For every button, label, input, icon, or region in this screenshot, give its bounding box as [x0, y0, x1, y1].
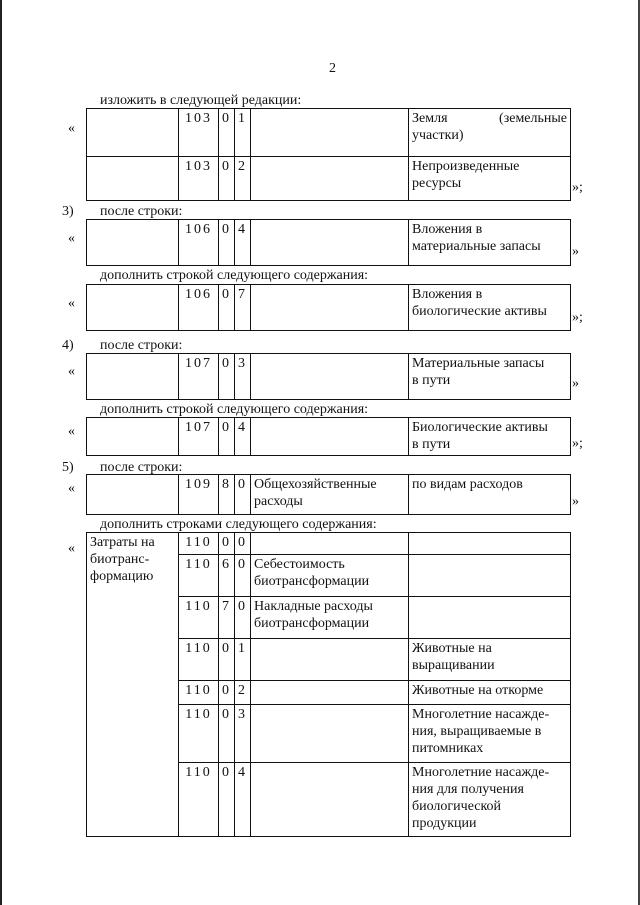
section-label: после строки: [100, 204, 183, 219]
cell-empty [87, 220, 179, 266]
open-quote: « [68, 296, 75, 311]
open-quote: « [68, 231, 75, 246]
cell-empty [251, 220, 409, 266]
cell-empty [87, 418, 179, 456]
code-cell: 0 [235, 533, 251, 555]
code-cell: 0 [219, 705, 235, 763]
name-line: Многолетние насажде- [412, 707, 550, 722]
name-line: Животные на [412, 641, 492, 656]
code-cell: 2 [235, 681, 251, 705]
name-line: Материальные запасы [412, 356, 545, 371]
table-row [87, 109, 571, 157]
name-cell [409, 157, 571, 201]
code-cell: 4 [235, 418, 251, 456]
open-quote: « [68, 424, 75, 439]
section-number: 3) [62, 204, 74, 219]
table-codes-106-07 [86, 284, 571, 331]
name-line: участки) [412, 128, 464, 143]
section-number: 4) [62, 338, 74, 353]
table-codes-107-04 [86, 417, 571, 456]
table-row [87, 418, 571, 456]
table-row [87, 533, 571, 555]
open-quote: « [68, 481, 75, 496]
name-line: Вложения в [412, 287, 483, 302]
code-cell: 110 [179, 555, 219, 597]
table-codes-106-04 [86, 219, 571, 266]
open-quote: « [68, 541, 75, 556]
code-cell: 110 [179, 533, 219, 555]
name-cell: Животные на откорме [409, 681, 571, 705]
desc-cell [251, 475, 409, 515]
name-cell [409, 597, 571, 639]
code-cell: 4 [235, 763, 251, 837]
group-line: Затраты на [90, 535, 155, 550]
close-quote: »; [572, 180, 583, 195]
code-cell: 0 [219, 639, 235, 681]
cell-empty [87, 354, 179, 400]
close-quote: »; [572, 436, 583, 451]
code-cell: 103 [179, 157, 219, 201]
group-line: биотранс- [90, 552, 150, 567]
code-cell: 8 [219, 475, 235, 515]
code-cell: 0 [219, 681, 235, 705]
table-row [87, 285, 571, 331]
code-cell: 7 [235, 285, 251, 331]
code-cell: 2 [235, 157, 251, 201]
code-cell: 0 [219, 157, 235, 201]
name-cell [409, 555, 571, 597]
close-quote: »; [572, 310, 583, 325]
desc-line: биотрансформации [254, 616, 370, 631]
section-label: после строки: [100, 338, 183, 353]
name-line: ния для получения [412, 782, 524, 797]
table-row [87, 220, 571, 266]
name-cell [409, 285, 571, 331]
desc-cell [251, 763, 409, 837]
cell-empty [251, 157, 409, 201]
table-row [87, 475, 571, 515]
code-cell: 7 [219, 597, 235, 639]
code-cell: 0 [235, 555, 251, 597]
desc-cell [251, 533, 409, 555]
name-line: ния, выращиваемые в [412, 724, 542, 739]
name-line: биологической [412, 799, 502, 814]
name-line: Многолетние насажде- [412, 765, 550, 780]
code-cell: 103 [179, 109, 219, 157]
name-cell [409, 705, 571, 763]
code-cell: 107 [179, 354, 219, 400]
page-number: 2 [329, 61, 336, 76]
table-codes-107-03 [86, 353, 571, 400]
code-cell: 109 [179, 475, 219, 515]
code-cell: 107 [179, 418, 219, 456]
name-line: в пути [412, 437, 451, 452]
code-cell: 0 [235, 597, 251, 639]
name-line: биологические активы [412, 304, 547, 319]
desc-line: Общехозяйственные [254, 477, 377, 492]
name-cell: по видам расходов [409, 475, 571, 515]
table-row [87, 354, 571, 400]
desc-line: Накладные расходы [254, 599, 373, 614]
section-label: после строки: [100, 460, 183, 475]
desc-cell [251, 597, 409, 639]
code-cell: 1 [235, 109, 251, 157]
name-cell [409, 763, 571, 837]
name-cell [409, 109, 571, 157]
code-cell: 4 [235, 220, 251, 266]
code-cell: 6 [219, 555, 235, 597]
name-line: Непроизведенные [412, 159, 520, 174]
name-cell [409, 418, 571, 456]
name-cell [409, 354, 571, 400]
cell-empty [87, 109, 179, 157]
code-cell: 0 [219, 418, 235, 456]
section-fill-text: дополнить строками следующего содержания: [100, 517, 377, 532]
cell-empty [87, 475, 179, 515]
table-codes-110 [86, 532, 571, 837]
desc-line: расходы [254, 494, 303, 509]
name-line: Вложения в [412, 222, 483, 237]
intro-text: изложить в следующей редакции: [100, 93, 302, 108]
name-line: Земля [412, 111, 448, 126]
cell-empty [87, 285, 179, 331]
code-cell: 0 [219, 533, 235, 555]
desc-cell [251, 639, 409, 681]
code-cell: 0 [219, 109, 235, 157]
name-line: выращивании [412, 658, 495, 673]
name-line: материальные запасы [412, 239, 541, 254]
desc-line: Себестоимость [254, 557, 345, 572]
name-cell [409, 533, 571, 555]
code-cell: 0 [219, 220, 235, 266]
name-line: питомниках [412, 741, 484, 756]
close-quote: » [572, 376, 579, 391]
code-cell: 0 [219, 354, 235, 400]
name-line: (земельные [499, 111, 567, 126]
cell-empty [87, 157, 179, 201]
close-quote: » [572, 244, 579, 259]
name-line: в пути [412, 373, 451, 388]
cell-empty [251, 354, 409, 400]
table-codes-109 [86, 474, 571, 515]
desc-cell [251, 681, 409, 705]
code-cell: 110 [179, 639, 219, 681]
close-quote: » [572, 494, 579, 509]
name-cell [409, 220, 571, 266]
name-line: ресурсы [412, 176, 462, 191]
code-cell: 110 [179, 705, 219, 763]
cell-empty [251, 418, 409, 456]
code-cell: 106 [179, 220, 219, 266]
code-cell: 3 [235, 705, 251, 763]
table-codes-103 [86, 108, 571, 201]
page-left-edge [0, 0, 2, 905]
name-line: продукции [412, 816, 477, 831]
code-cell: 110 [179, 597, 219, 639]
cell-empty [251, 109, 409, 157]
desc-cell [251, 705, 409, 763]
code-cell: 0 [219, 763, 235, 837]
section-fill-text: дополнить строкой следующего содержания: [100, 402, 369, 417]
code-cell: 0 [235, 475, 251, 515]
desc-cell [251, 555, 409, 597]
open-quote: « [68, 364, 75, 379]
code-cell: 110 [179, 681, 219, 705]
group-cell [87, 533, 179, 837]
section-fill-text: дополнить строкой следующего содержания: [100, 268, 369, 283]
table-row [87, 157, 571, 201]
code-cell: 1 [235, 639, 251, 681]
name-cell [409, 639, 571, 681]
group-line: формацию [90, 569, 154, 584]
code-cell: 3 [235, 354, 251, 400]
open-quote: « [68, 121, 75, 136]
cell-empty [251, 285, 409, 331]
section-number: 5) [62, 460, 74, 475]
name-line: Биологические активы [412, 420, 548, 435]
desc-line: биотрансформации [254, 574, 370, 589]
code-cell: 0 [219, 285, 235, 331]
code-cell: 110 [179, 763, 219, 837]
code-cell: 106 [179, 285, 219, 331]
